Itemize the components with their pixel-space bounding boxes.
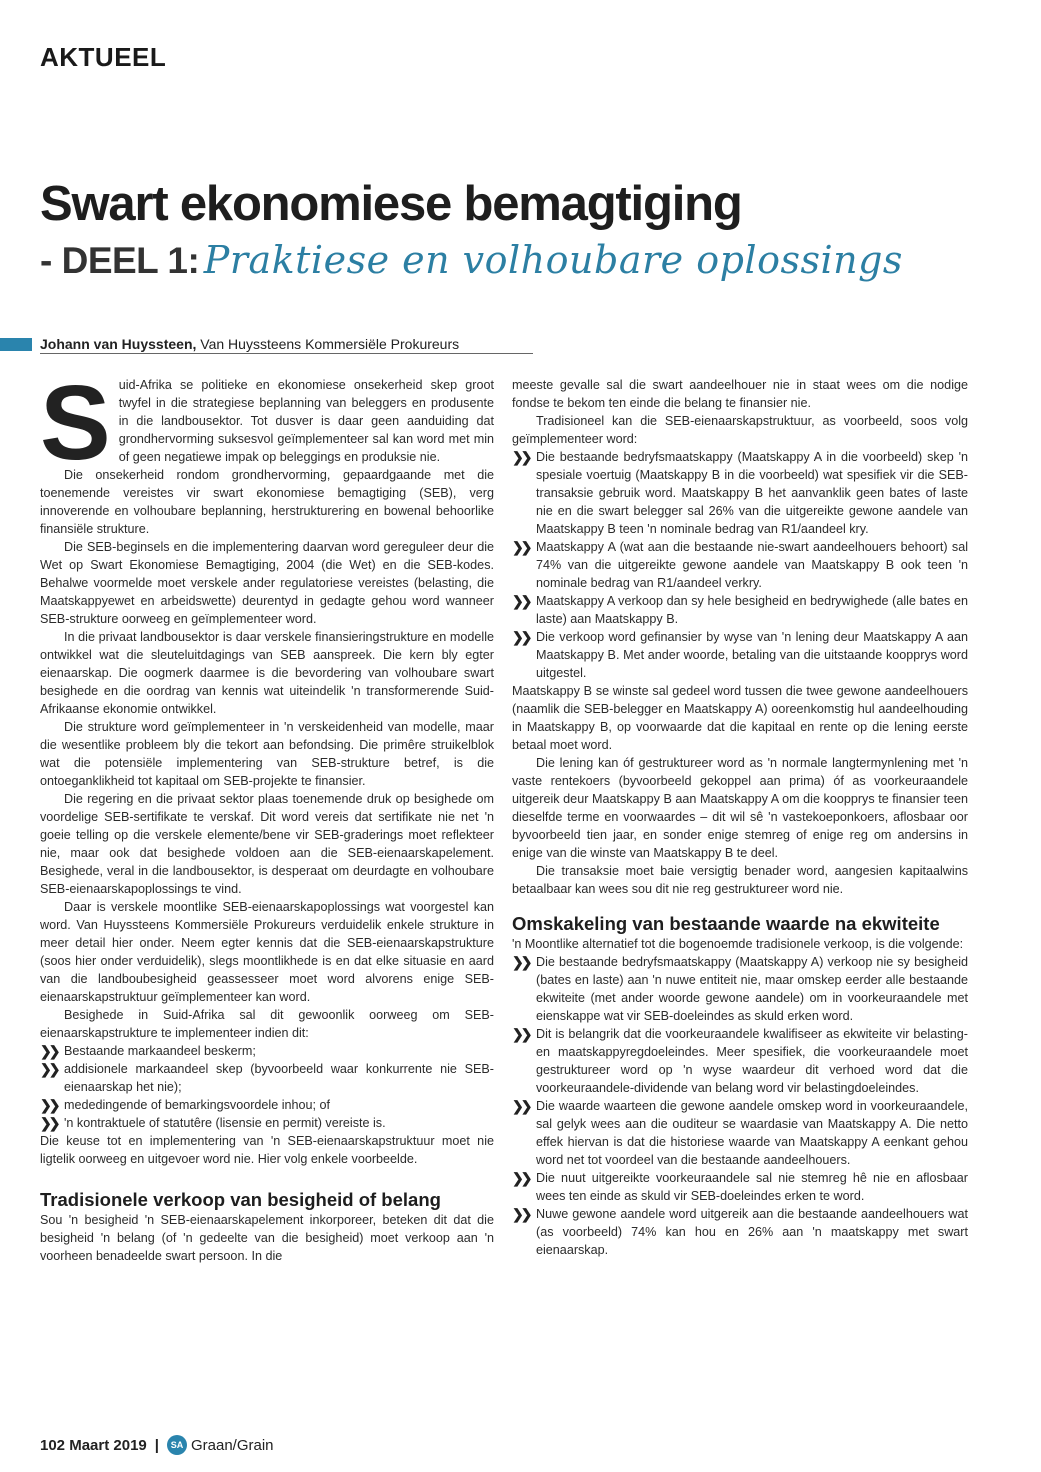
- chevron-bullet-icon: ❯❯: [40, 1043, 58, 1059]
- list-item: ❯❯ 'n kontraktuele of statutêre (lisensie en permit) vereiste is.: [40, 1115, 386, 1131]
- list-item: ❯❯ Die verkoop word gefinansier by wyse van 'n lening deur Maatskappy A aan Maatskappy B. Met ander woorde, betaling van die uitstaande koopprys word uitgestel.: [512, 629, 968, 680]
- chevron-bullet-icon: ❯❯: [512, 449, 530, 465]
- issue-date: Maart 2019: [69, 1436, 147, 1454]
- publication-logo-icon: SA: [167, 1435, 187, 1455]
- chevron-bullet-icon: ❯❯: [40, 1115, 58, 1131]
- list-item: ❯❯ Die bestaande bedryfsmaatskappy (Maatskappy A in die voorbeeld) skep 'n spesiale voertuig (Maatskappy B in die voorbeeld) wat spesifiek vir die SEB-transaksie gebruik word. Maatskappy B het aanvanklik geen bates of laste nie en die swart belegger sal 26% van die uitgereikte gewone aandele van Maatskappy B teen 'n nominale bedrag van R1/aandeel kry.: [512, 449, 968, 536]
- body-paragraph: Die strukture word geïmplementeer in 'n verskeidenheid van modelle, maar die wesentlike probleem bly die tekort aan befondsing. Die primêre struikelblok wat die potensiële implementering van SEB-strukture betref, is die ontoeganklikheid tot kapitaal om SEB-projekte te finansier.: [40, 720, 494, 788]
- chevron-bullet-icon: ❯❯: [512, 539, 530, 555]
- list-item: ❯❯ mededingende of bemarkingsvoordele inhou; of: [40, 1097, 331, 1113]
- publication-name: Graan/Grain: [190, 1436, 274, 1454]
- body-paragraph: Die regering en die privaat sektor plaas toenemende druk op besighede om voordelige SEB-sertifikate te verskaf. Dit word vereis dat sertifikate nie net 'n goeie telling op die verskele elemente/bene vir SEB-graderings moet reflekteer nie, maar ook dat besighede voldoen aan die SEB-eienaarskapelement. Besighede, veral in die landbousektor, is desperaat om deurdagte en volhoubare SEB-eienaarskapoplossings te vind.: [40, 792, 494, 896]
- body-paragraph: Die onsekerheid rondom grondhervorming, gepaardgaande met die toenemende vereistes vir swart ekonomiese bemagtiging (SEB), verg innoverende en volhoubare beplanning, herstrukturering en bowenal behoorlike finansiële strukture.: [40, 468, 494, 536]
- byline: [40, 336, 459, 352]
- section-label: AKTUEEL: [40, 42, 167, 72]
- byline-accent-bar: [0, 338, 32, 351]
- list-item: ❯❯ Die bestaande bedryfsmaatskappy (Maatskappy A) verkoop nie sy besigheid (bates en laste) aan 'n nuwe entiteit nie, maar omskep eerder alle bestaande ekwiteite (met ander woorde gewone aandele) om in voorkeuraandele met eienskappe wat vir SEB-doeleindes as skuld erken word.: [512, 954, 968, 1023]
- chevron-bullet-icon: ❯❯: [40, 1061, 58, 1077]
- body-paragraph: Maatskappy B se winste sal gedeel word tussen die twee gewone aandeelhouers (naamlik die SEB-belegger en Maatskappy A) ooreenkomstig hul aandeelhouding in Maatskappy B, op voorwaarde dat die kapitaal en rente op die lening eerste betaal moet word.: [512, 684, 968, 752]
- bullet-list: [40, 1042, 494, 1132]
- byline-rule: [40, 353, 533, 354]
- list-item: ❯❯ Maatskappy A (wat aan die bestaande nie-swart aandeelhouers behoort) sal 74% van die uitgereikte gewone aandele van Maatskappy B ook teen 'n nominale bedrag van R1/aandeel verkry.: [512, 539, 968, 590]
- list-item: ❯❯ Dit is belangrik dat die voorkeuraandele kwalifiseer as ekwiteite vir belasting- en maatskappyregdoeleindes. Meer spesifiek, die voorkeuraandele moet gestruktureer word op 'n wyse waardeur dit verhoed word dat die voorkeuraandele-dividende van belang word vir belastingdoeleindes.: [512, 1026, 968, 1095]
- body-paragraph: 'n Moontlike alternatief tot die bogenoemde tradisionele verkoop, is die volgende:: [512, 937, 964, 951]
- footer-separator: |: [154, 1436, 159, 1454]
- body-paragraph: Tradisioneel kan die SEB-eienaarskapstruktuur, as voorbeeld, soos volg geïmplementeer word:: [512, 414, 968, 446]
- bullet-list: [512, 953, 968, 1259]
- body-paragraph: In die privaat landbousektor is daar verskele finansieringstrukture en modelle ontwikkel wat die sleuteluitdagings van SEB aanspreek. Die kern bly egter eienaarskap. Die oogmerk daarmee is die bevordering van volhoubare swart besighede en die oordrag van kennis wat uiteindelik 'n transformerende Suid-Afrikaanse ekonomie ontwikkel.: [40, 630, 494, 716]
- page-footer: [40, 1435, 274, 1455]
- body-paragraph: Die SEB-beginsels en die implementering daarvan word gereguleer deur die Wet op Swart Ekonomiese Bemagtiging, 2004 (die Wet) en die SEB-kodes. Behalwe voormelde moet verskele ander regulatoriese vereistes (belasting, die Maatskappyewet en arbeidswette) deurentyd in gedagte gehou word wanneer SEB-strukture oorweeg en geïmplementeer word.: [40, 540, 494, 626]
- chevron-bullet-icon: ❯❯: [512, 1170, 530, 1186]
- right-column: [512, 376, 968, 1259]
- left-column: [40, 364, 494, 1265]
- chevron-bullet-icon: ❯❯: [512, 629, 530, 645]
- list-item: ❯❯ addisionele markaandeel skep (byvoorbeeld waar konkurrente nie SEB-eienaarskap het nie);: [40, 1061, 494, 1094]
- intro-paragraph: Suid-Afrika se politieke en ekonomiese onsekerheid skep groot twyfel in die strategiese beplanning van beleggers en produsente in die landbousektor. Tot dusver is daar geen aanduiding dat grondhervorming suksesvol geïmplementeer sal kan word met min of geen negatiewe impak op beleggings en produksie nie.: [40, 364, 494, 482]
- chevron-bullet-icon: ❯❯: [40, 1097, 58, 1113]
- body-paragraph: Sou 'n besigheid 'n SEB-eienaarskapelement inkorporeer, beteken dit dat die besigheid 'n belang (of 'n gedeelte van die besigheid) moet verkoop aan 'n voorheen benadeelde swart persoon. In die: [40, 1213, 494, 1263]
- article-title: Swart ekonomiese bemagtiging: [40, 177, 742, 231]
- chevron-bullet-icon: ❯❯: [512, 1206, 530, 1222]
- body-paragraph: Die transaksie moet baie versigtig benader word, aangesien kapitaalwins betaalbaar kan wees sou dit nie reg gestruktureer word nie.: [512, 864, 968, 896]
- list-item: ❯❯ Die nuut uitgereikte voorkeuraandele sal nie stemreg hê nie en aflosbaar wees ten einde as skuld vir SEB-doeleindes erken te word.: [512, 1170, 968, 1203]
- subtitle-text: Praktiese en volhoubare oplossings: [203, 238, 903, 282]
- drop-cap: S: [40, 364, 111, 482]
- body-paragraph: Besighede in Suid-Afrika sal dit gewoonlik oorweeg om SEB-eienaarskapstrukture te implementeer indien dit:: [40, 1008, 494, 1040]
- author-firm: Van Huyssteens Kommersiële Prokureurs: [200, 336, 460, 352]
- section-heading: Omskakeling van bestaande waarde na ekwiteite: [512, 913, 940, 934]
- article-subtitle: [40, 238, 903, 282]
- section-heading: Tradisionele verkoop van besigheid of belang: [40, 1189, 441, 1210]
- chevron-bullet-icon: ❯❯: [512, 1098, 530, 1114]
- subtitle-part-label: - DEEL 1:: [40, 240, 200, 281]
- author-name: Johann van Huyssteen,: [40, 336, 197, 352]
- body-paragraph: Daar is verskele moontlike SEB-eienaarskapoplossings wat voorgestel kan word. Van Huyssteens Kommersiële Prokureurs verduidelik enkele strukture in meer detail hier onder. Neem egter kennis dat die SEB-eienaarskapstrukture (soos hier onder verduidelik), slegs moontlikhede is en dat elke situasie en aard van die landboubesigheid geassesseer moet word alvorens enige SEB-eienaarskapstruktuur geïmplementeer kan word.: [40, 900, 494, 1004]
- list-item: ❯❯ Bestaande markaandeel beskerm;: [40, 1043, 256, 1059]
- list-item: ❯❯ Die waarde waarteen die gewone aandele omskep word in voorkeuraandele, sal gelyk wees aan die ouditeur se waardasie van Maatskappy A. Die netto effek hiervan is dat die historiese waarde van Maatskappy A eenkant gehou word net tot voordeel van die bestaande aandeelhouers.: [512, 1098, 968, 1167]
- body-paragraph: meeste gevalle sal die swart aandeelhouer nie in staat wees om die nodige fondse te bekom ten einde die belang te finansier nie.: [512, 378, 968, 410]
- body-paragraph: Die keuse tot en implementering van 'n SEB-eienaarskapstruktuur moet nie ligtelik oorweeg en uitgevoer word nie. Hier volg enkele voorbeelde.: [40, 1134, 494, 1166]
- bullet-list: [512, 448, 968, 682]
- body-paragraph: Die lening kan óf gestruktureer word as 'n normale langtermynlening met 'n vaste rentekoers (byvoorbeeld gekoppel aan prima) óf as voorkeuraandele uitgereik deur Maatskappy B aan Maatskappy A om die koopprys te finansier teen dieselfde terme en voorwaardes – dit wil sê 'n vastekoeponkoers, aflosbaar oor byvoorbeeld tien jaar, en sonder enige stemreg of enige reg om andersins in enige van die winste van Maatskappy B te deel.: [512, 756, 968, 860]
- list-item: ❯❯ Nuwe gewone aandele word uitgereik aan die bestaande aandeelhouers wat (as voorbeeld) 74% kan hou en 26% aan 'n maatskappy met swart eienaarskap.: [512, 1206, 968, 1257]
- list-item: ❯❯ Maatskappy A verkoop dan sy hele besigheid en bedrywighede (alle bates en laste) aan Maatskappy B.: [512, 593, 968, 626]
- page-number: 102: [40, 1436, 66, 1454]
- chevron-bullet-icon: ❯❯: [512, 593, 530, 609]
- chevron-bullet-icon: ❯❯: [512, 954, 530, 970]
- chevron-bullet-icon: ❯❯: [512, 1026, 530, 1042]
